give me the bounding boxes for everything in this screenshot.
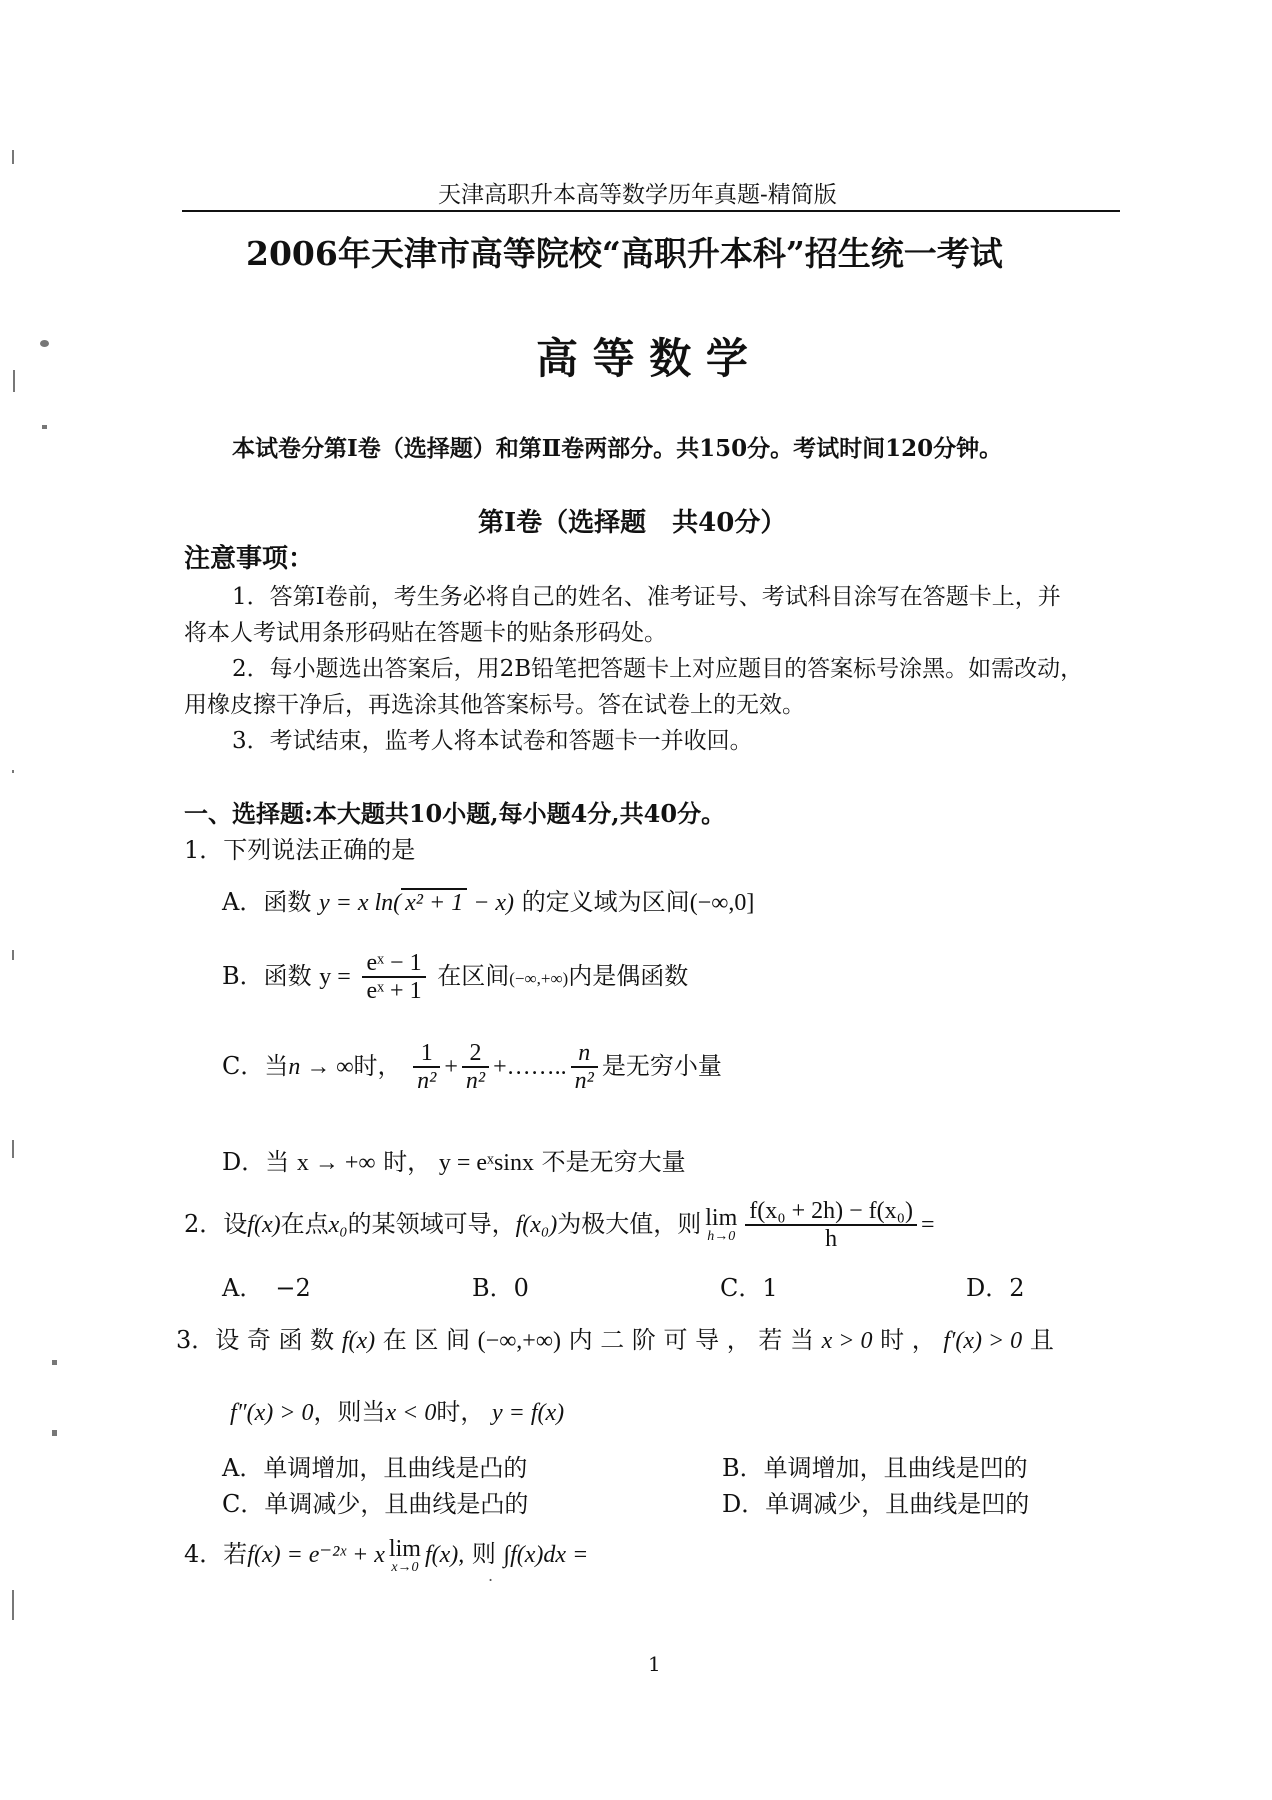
- q3-label: 3．: [176, 1326, 216, 1354]
- q2-x0: x₀: [328, 1211, 348, 1238]
- q1-option-c: [222, 1040, 722, 1095]
- q2-numerator: f(x₀ + 2h) − f(x₀): [745, 1198, 917, 1226]
- running-title: 天津高职升本高等数学历年真题-精简版: [438, 182, 837, 208]
- q1-c-f2-den: n²: [465, 1068, 486, 1095]
- q1-b-fraction: [362, 950, 425, 1005]
- q1-c-f2-num: 2: [462, 1040, 489, 1068]
- q1-c-label: C．当: [222, 1051, 289, 1080]
- q1-c-f3-den: n²: [574, 1068, 594, 1095]
- q1-c-plus: +: [444, 1053, 458, 1080]
- q2-denominator: h: [825, 1226, 838, 1253]
- q1-b-label: B．函数: [222, 961, 312, 990]
- section1-title: 一、选择题:本大题共10小题,每小题4分,共40分。: [184, 799, 726, 828]
- q3-text2: 在 区 间: [382, 1326, 471, 1354]
- q3-option-c: C．单调减少，且曲线是凸的: [222, 1490, 529, 1518]
- q4-limit: [389, 1537, 421, 1575]
- q2-label: 2．设: [184, 1209, 248, 1238]
- q1-c-f1-num: 1: [413, 1040, 440, 1068]
- q4-lim-sub: x→0: [391, 1559, 419, 1575]
- notice-line-1: 1．答第Ⅰ卷前，考生务必将自己的姓名、准考证号、考试科目涂写在答题卡上，并: [232, 584, 1061, 610]
- q4-label: 4．若: [184, 1540, 248, 1568]
- subject-title: 高 等 数 学: [536, 334, 748, 383]
- q2-fraction: [745, 1198, 917, 1253]
- q2-text2: 的某领域可导，: [347, 1209, 516, 1238]
- q1-c-condition: n → ∞: [288, 1053, 354, 1080]
- notice-line-5: 3．考试结束，监考人将本试卷和答题卡一并收回。: [232, 728, 753, 754]
- exam-title: 2006年天津市高等院校“高职升本科”招生统一考试: [246, 234, 1003, 273]
- q3-cond1: x > 0: [821, 1328, 873, 1354]
- q3-text5: 且: [1029, 1326, 1054, 1354]
- q3-line2-expr: y = f(x): [492, 1400, 565, 1426]
- q3-option-a: A．单调增加，且曲线是凸的: [222, 1454, 528, 1482]
- q3-line2-text1: ，则当: [313, 1398, 386, 1426]
- q2-stem: [184, 1198, 935, 1253]
- q3-line2-cond: f″(x) > 0: [230, 1400, 314, 1426]
- q1-d-when: 时，: [383, 1148, 432, 1176]
- q1-option-d: [222, 1142, 686, 1177]
- q2-option-b: B．0: [472, 1274, 529, 1302]
- q2-option-c: C．1: [720, 1274, 778, 1302]
- q2-option-d: D．2: [966, 1274, 1025, 1302]
- q1-d-label: D．当: [222, 1148, 290, 1176]
- q1-c-text: 是无穷小量: [601, 1051, 722, 1080]
- q3-fx: f(x): [341, 1328, 376, 1354]
- q4-text: 则: [471, 1540, 496, 1568]
- q1-c-fraction-2: [462, 1040, 489, 1095]
- notice-label: 注意事项：: [184, 544, 315, 574]
- q2-lim-sub: h→0: [707, 1229, 736, 1245]
- q1-b-text2: 内是偶函数: [568, 961, 689, 990]
- q1-a-interval: (−∞,0]: [689, 890, 755, 916]
- q2-text3: 为极大值，则: [557, 1209, 702, 1238]
- q4-stem: [184, 1534, 588, 1575]
- q3-interval: (−∞,+∞): [477, 1328, 561, 1354]
- q1-stem: 1．下列说法正确的是: [184, 836, 416, 864]
- q1-a-label: A．函数: [222, 888, 312, 916]
- q2-limit: [705, 1206, 737, 1244]
- page-number: 1: [648, 1652, 661, 1676]
- q1-c-f1-den: n²: [417, 1068, 437, 1095]
- q1-b-numerator: eˣ − 1: [362, 950, 425, 978]
- q2-fx0: f(x₀): [515, 1211, 558, 1238]
- q2-lim-word: lim: [705, 1205, 738, 1232]
- q1-b-denominator: eˣ + 1: [366, 978, 422, 1005]
- q4-expr1: f(x) = e⁻²ˣ + x: [247, 1542, 385, 1568]
- q2-equals: =: [921, 1211, 935, 1238]
- q4-integral: ∫f(x)dx =: [503, 1542, 589, 1568]
- q1-c-fraction-3: [571, 1040, 598, 1095]
- q3-text1: 设 奇 函 数: [215, 1326, 335, 1354]
- q1-option-a: [222, 882, 754, 917]
- q1-d-expression: y = eˣsinx: [438, 1150, 534, 1176]
- exam-intro: 本试卷分第Ⅰ卷（选择题）和第Ⅱ卷两部分。共150分。考试时间120分钟。: [232, 435, 1003, 462]
- q3-text3: 内 二 阶 可 导 ， 若 当: [568, 1326, 814, 1354]
- q1-b-text1: 在区间: [437, 961, 510, 990]
- q2-text1: 在点: [280, 1209, 329, 1238]
- part1-title: 第Ⅰ卷（选择题 共40分）: [478, 508, 787, 538]
- header-rule: [182, 210, 1120, 212]
- q1-a-text: 的定义域为区间: [521, 888, 690, 916]
- q3-stem-line2: [230, 1392, 564, 1427]
- q1-b-interval: (−∞,+∞): [509, 968, 569, 988]
- q4-expr2: f(x),: [424, 1542, 465, 1568]
- q4-lim-word: lim: [388, 1535, 421, 1562]
- q3-option-d: D．单调减少，且曲线是凹的: [722, 1490, 1030, 1518]
- q1-a-func-rhs: − x): [467, 890, 515, 916]
- q4-dot: .: [488, 1566, 494, 1585]
- q1-c-f3-num: n: [571, 1040, 598, 1068]
- q1-a-func-lhs: y = x ln(: [318, 890, 402, 916]
- q2-fx: f(x): [247, 1211, 281, 1238]
- notice-line-4: 用橡皮擦干净后，再选涂其他答案标号。答在试卷上的无效。: [184, 692, 805, 718]
- q3-line2-cond2: x < 0: [385, 1400, 437, 1426]
- q1-d-text: 不是无穷大量: [541, 1148, 686, 1176]
- q1-c-when: 时，: [353, 1051, 402, 1080]
- q1-b-lhs: y =: [319, 963, 351, 990]
- notice-line-3: 2．每小题选出答案后，用2B铅笔把答题卡上对应题目的答案标号涂黑。如需改动，: [232, 656, 1084, 682]
- q1-a-sqrt: x² + 1: [401, 888, 467, 916]
- q1-c-fraction-1: [413, 1040, 440, 1095]
- q3-text4: 时 ，: [880, 1326, 936, 1354]
- q1-c-dots: +……..: [493, 1053, 567, 1080]
- q2-option-a: A． −2: [222, 1274, 311, 1302]
- q3-line2-text2: 时，: [436, 1398, 485, 1426]
- q3-cond2: f′(x) > 0: [943, 1328, 1023, 1354]
- q1-option-b: [222, 950, 688, 1005]
- q1-d-condition: x → +∞: [296, 1150, 376, 1176]
- q3-option-b: B．单调增加，且曲线是凹的: [722, 1454, 1028, 1482]
- q3-stem-line1: [176, 1320, 1054, 1355]
- notice-line-2: 将本人考试用条形码贴在答题卡的贴条形码处。: [184, 620, 667, 646]
